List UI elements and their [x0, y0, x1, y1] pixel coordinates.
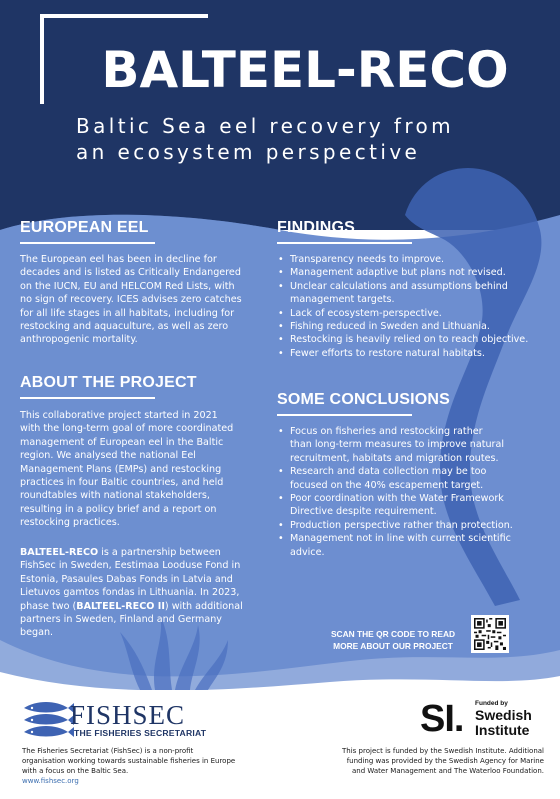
swedish-institute-logo-mark: SI. [420, 698, 464, 740]
partnership-text: BALTEEL-RECO is a partnership between FishSec in Sweden, Eestimaa Looduse Fond in Estonia, Pasaules Dabas Fonds in Latvia and Lietuvos gamtos fondas in Lithuania. In 2023, phase two (BALTEEL-RECO II) with additional partners in Sweden, Finland and Germany began. [20, 547, 243, 639]
rule-findings [277, 242, 412, 244]
fishsec-name: FISHSEC [70, 700, 186, 730]
swedish-institute-name: Swedish Institute [475, 707, 532, 738]
list-item: • Unclear calculations and assumptions behind [277, 280, 552, 293]
list-item: • Fishing reduced in Sweden and Lithuania. [277, 320, 552, 333]
heading-findings: FINDINGS [277, 219, 356, 236]
funding-note: This project is funded by the Swedish Institute. Additional funding was provided by the Swedish Agency for Marine and Water Management and The Waterloo Foundation. [342, 747, 544, 775]
findings-list [277, 253, 552, 360]
heading-european-eel: EUROPEAN EEL [20, 219, 149, 236]
fishsec-website-link[interactable]: www.fishsec.org [22, 777, 79, 785]
list-item: • Management not in line with current scientific advice. [277, 532, 552, 559]
fishsec-description: The Fisheries Secretariat (FishSec) is a non-profit organisation working towards sustainable fisheries in Europe with a focus on the Baltic Sea. www.fishsec.org [22, 746, 302, 786]
list-item: • Management adaptive but plans not revised. [277, 266, 552, 279]
rule-european-eel [20, 242, 155, 244]
page-title: BALTEEL-RECO [101, 41, 509, 99]
qr-code[interactable] [471, 615, 509, 653]
heading-about-project: ABOUT THE PROJECT [20, 374, 197, 391]
list-item: • Fewer efforts to restore natural habitats. [277, 347, 552, 360]
rule-conclusions [277, 414, 412, 416]
fishsec-subtitle: THE FISHERIES SECRETARIAT [74, 728, 207, 738]
qr-caption: SCAN THE QR CODE TO READ MORE ABOUT OUR PROJECT [330, 629, 456, 651]
list-item: • Production perspective rather than protection. [277, 519, 552, 532]
qr-code-icon [474, 618, 506, 650]
list-item: • Restocking is heavily relied on to reach objective. [277, 333, 552, 346]
rule-about-project [20, 397, 155, 399]
list-item: • Transparency needs to improve. [277, 253, 552, 266]
list-item: • Poor coordination with the Water Framework Directive despite requirement. [277, 492, 552, 519]
list-item: • Focus on fisheries and restocking rather than long-term measures to improve natural recruitment, habitats and migration routes. [277, 425, 552, 465]
page-subtitle: Baltic Sea eel recovery from an ecosystem perspective [76, 114, 455, 164]
list-item: • Research and data collection may be too focused on the 40% escapement target. [277, 465, 552, 492]
about-project-text: This collaborative project started in 2021 with the long-term goal of more coordinated management of European eel in the Baltic region. We analysed the national Eel Management Plans (EMPs) and restocking practices in four Baltic countries, and held roundtables with national stakeholders, resulting in a policy brief and a report on restocking practices. [20, 410, 234, 529]
list-item: management targets. [290, 294, 395, 306]
funded-by-label: Funded by [475, 700, 508, 707]
european-eel-text: The European eel has been in decline for decades and is listed as Critically Endangered on the IUCN, EU and HELCOM Red Lists, with no sign of recovery. ICES advises zero catches for all life stages in all habitats, including for restocking and aquaculture, as well as zero anthropogenic mortality. [20, 254, 242, 346]
heading-conclusions: SOME CONCLUSIONS [277, 391, 450, 408]
list-item: • Lack of ecosystem-perspective. [277, 307, 552, 320]
conclusions-list [277, 425, 552, 559]
